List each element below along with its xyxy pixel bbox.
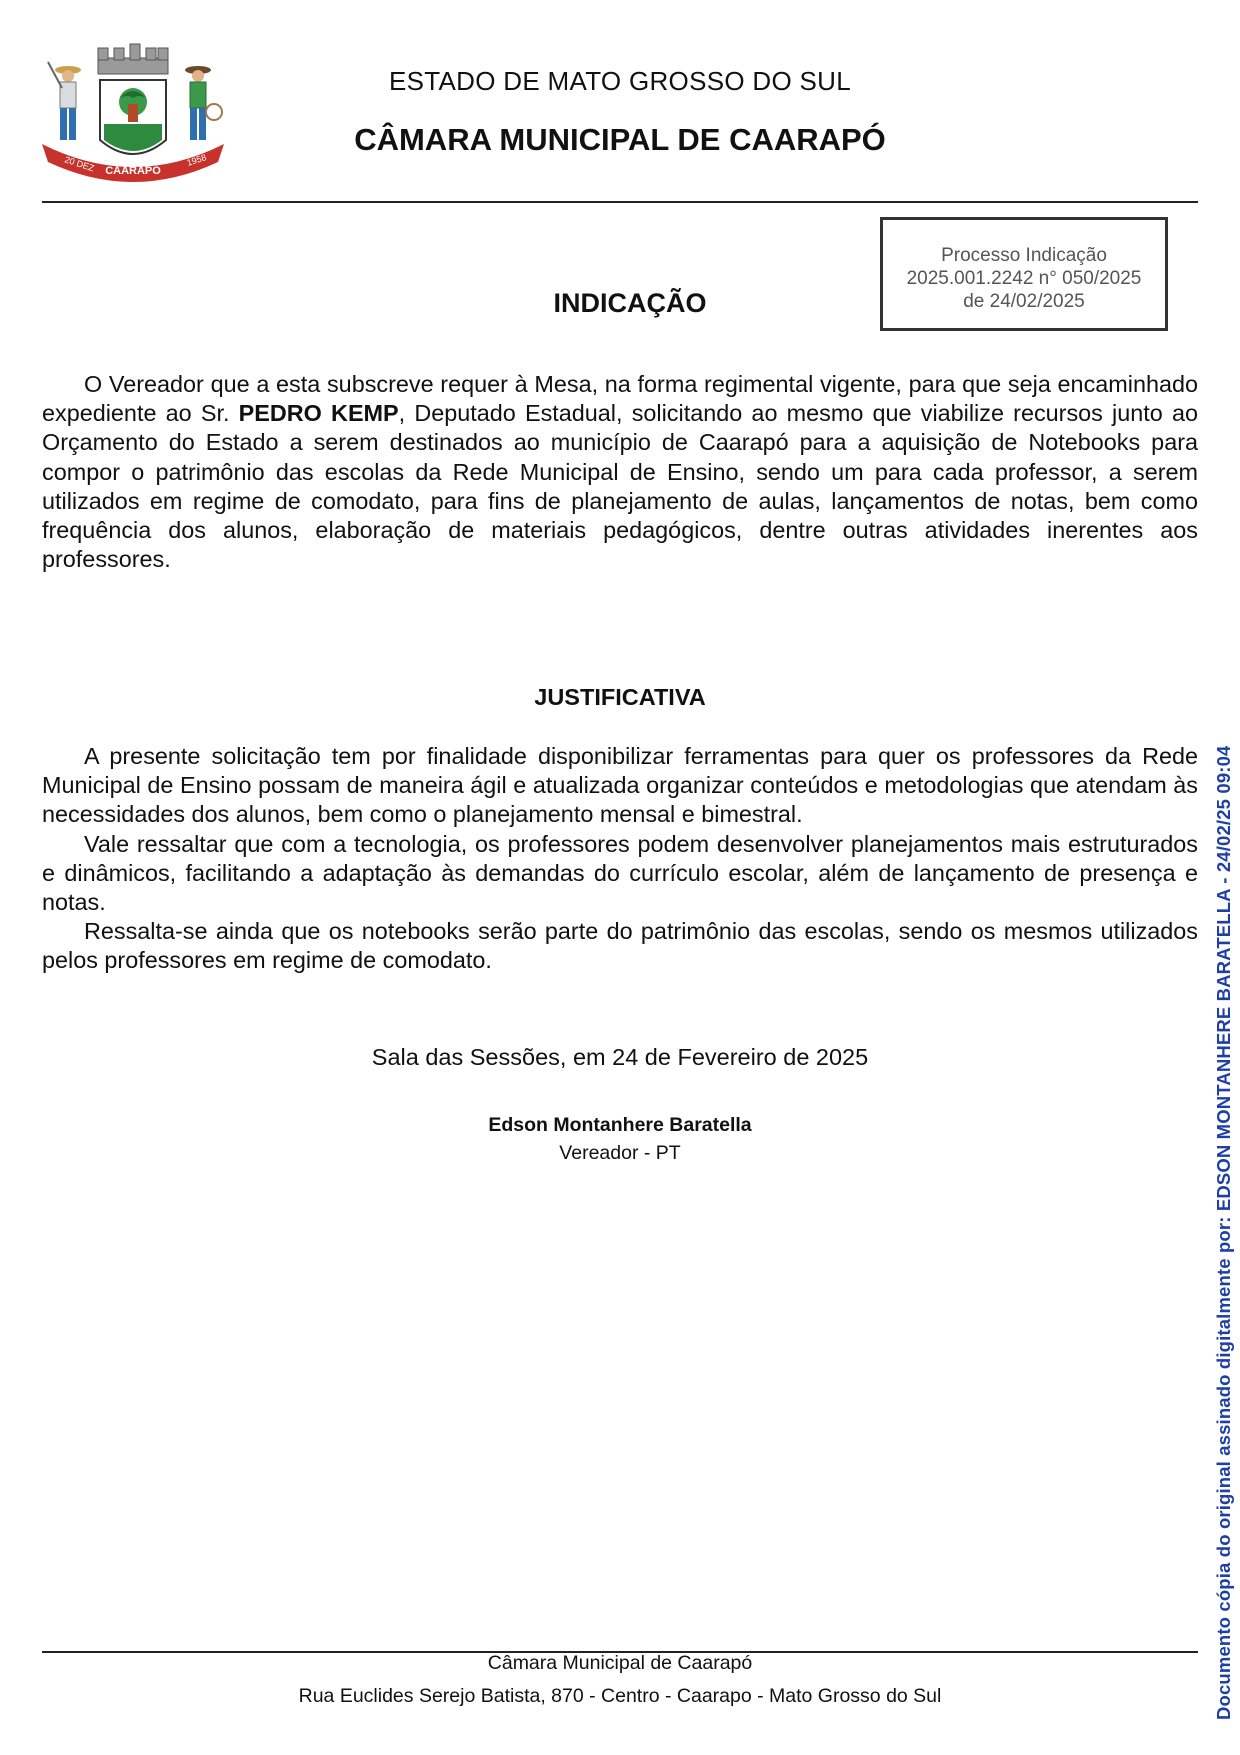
header-divider	[42, 201, 1198, 203]
justification-title: JUSTIFICATIVA	[534, 684, 706, 710]
signer-role: Vereador - PT	[559, 1142, 681, 1164]
process-stamp	[880, 217, 1168, 331]
indicacao-text-before: O Vereador que a esta subscreve requer à Mesa, na forma regimental vigente, para que seja encaminhado expediente ao Sr.	[42, 371, 1198, 427]
footer-address: Rua Euclides Serejo Batista, 870 - Centro - Caarapo - Mato Grosso do Sul	[298, 1685, 942, 1707]
document-title: INDICAÇÃO	[553, 288, 707, 318]
justification-paragraph: Ressalta-se ainda que os notebooks serão parte do patrimônio das escolas, sendo os mesmos utilizados pelos professores em regime de comodato.	[42, 918, 1198, 974]
footer-institution: Câmara Municipal de Caarapó	[487, 1652, 753, 1674]
indicacao-paragraph	[42, 370, 1198, 574]
indicacao-text-after: , Deputado Estadual, solicitando ao mesmo que viabilize recursos junto ao Orçamento do Estado a serem destinados ao município de Caarapó para a aquisição de Notebooks para compor o patrimônio das escolas da Rede Municipal de Ensino, sendo um para cada professor, a serem utilizados em regime de comodato, para fins de planejamento de aulas, lançamentos de notas, bem como frequência dos alunos, elaboração de materiais pedagógicos, dentre outras atividades inerentes aos professores.	[42, 400, 1198, 573]
crest-ribbon-right-text: 1958	[185, 152, 208, 168]
municipal-crest-logo	[38, 40, 228, 190]
justification-body	[42, 742, 1198, 976]
digital-signature-note: Documento cópia do original assinado digitalmente por: EDSON MONTANHERE BARATELLA - 24/02/25 09:04	[1213, 745, 1234, 1720]
justification-paragraph: Vale ressaltar que com a tecnologia, os professores podem desenvolver planejamentos mais estruturados e dinâmicos, facilitando a adaptação às demandas do currículo escolar, além de lançamento de presença e notas.	[42, 830, 1198, 916]
place-date: Sala das Sessões, em 24 de Fevereiro de 2025	[371, 1044, 869, 1070]
stamp-line-1: Processo Indicação	[941, 245, 1107, 266]
recipient-name: PEDRO KEMP	[238, 400, 399, 427]
justification-paragraph: A presente solicitação tem por finalidade disponibilizar ferramentas para quer os professores da Rede Municipal de Ensino possam de maneira ágil e atualizada organizar conteúdos e metodologias que atendam às necessidades dos alunos, bem como o planejamento mensal e bimestral.	[42, 743, 1198, 828]
crest-ribbon-left-text: 20 DEZ	[63, 154, 96, 174]
stamp-line-2: 2025.001.2242 n° 050/2025	[906, 268, 1142, 289]
state-heading: ESTADO DE MATO GROSSO DO SUL	[388, 66, 852, 96]
chamber-heading: CÂMARA MUNICIPAL DE CAARAPÓ	[354, 122, 886, 157]
crest-ribbon-center-text: CAARAPÓ	[105, 165, 161, 177]
stamp-line-3: de 24/02/2025	[963, 291, 1085, 312]
signer-name: Edson Montanhere Baratella	[488, 1114, 752, 1136]
